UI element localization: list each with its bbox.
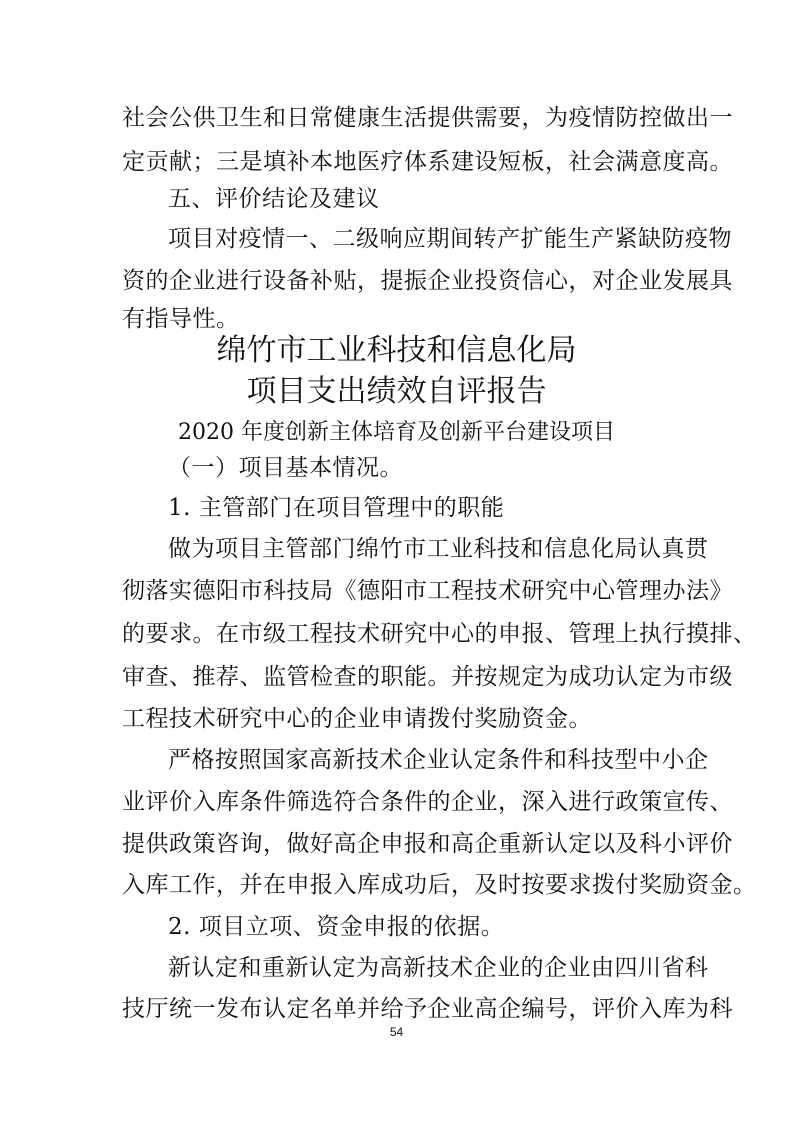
paragraph-line: 项目对疫情一、二级响应期间转产扩能生产紧缺防疫物	[168, 226, 732, 252]
paragraph-line: 彻落实德阳市科技局《德阳市工程技术研究中心管理办法》	[122, 578, 733, 604]
paragraph-line: 提供政策咨询，做好高企申报和高企重新认定以及科小评价	[122, 831, 733, 857]
paragraph-line: 有指导性。	[122, 306, 240, 332]
section-heading: 五、评价结论及建议	[168, 186, 380, 212]
paragraph-line: 严格按照国家高新技术企业认定条件和科技型中小企	[168, 747, 709, 773]
paragraph-line: 定贡献；三是填补本地医疗体系建设短板，社会满意度高。	[122, 149, 733, 175]
subsection-heading: 2. 项目立项、资金申报的依据。	[168, 914, 505, 940]
paragraph-line: 做为项目主管部门绵竹市工业科技和信息化局认真贯	[168, 536, 709, 562]
paragraph-line: 入库工作，并在申报入库成功后，及时按要求拨付奖励资金。	[122, 872, 757, 898]
subsection-heading: 1. 主管部门在项目管理中的职能	[168, 495, 505, 521]
paragraph-line: 新认定和重新认定为高新技术企业的企业由四川省科	[168, 955, 709, 981]
project-name: 2020 年度创新主体培育及创新平台建设项目	[178, 420, 615, 445]
report-title: 绵竹市工业科技和信息化局	[216, 333, 577, 368]
paragraph-line: 业评价入库条件筛选符合条件的企业，深入进行政策宣传、	[122, 789, 733, 815]
paragraph-line: 技厅统一发布认定名单并给予企业高企编号，评价入库为科	[122, 996, 733, 1022]
paragraph-line: 社会公供卫生和日常健康生活提供需要，为疫情防控做出一	[122, 105, 733, 131]
section-heading: （一）项目基本情况。	[168, 455, 403, 481]
paragraph-line: 工程技术研究中心的企业申请拨付奖励资金。	[122, 706, 592, 732]
paragraph-line: 资的企业进行设备补贴，提振企业投资信心，对企业发展具	[122, 268, 733, 294]
paragraph-line: 的要求。在市级工程技术研究中心的申报、管理上执行摸排、	[122, 621, 757, 647]
report-subtitle: 项目支出绩效自评报告	[246, 374, 547, 409]
paragraph-line: 审查、推荐、监管检查的职能。并按规定为成功认定为市级	[122, 664, 733, 690]
page-number: 54	[389, 1025, 404, 1039]
